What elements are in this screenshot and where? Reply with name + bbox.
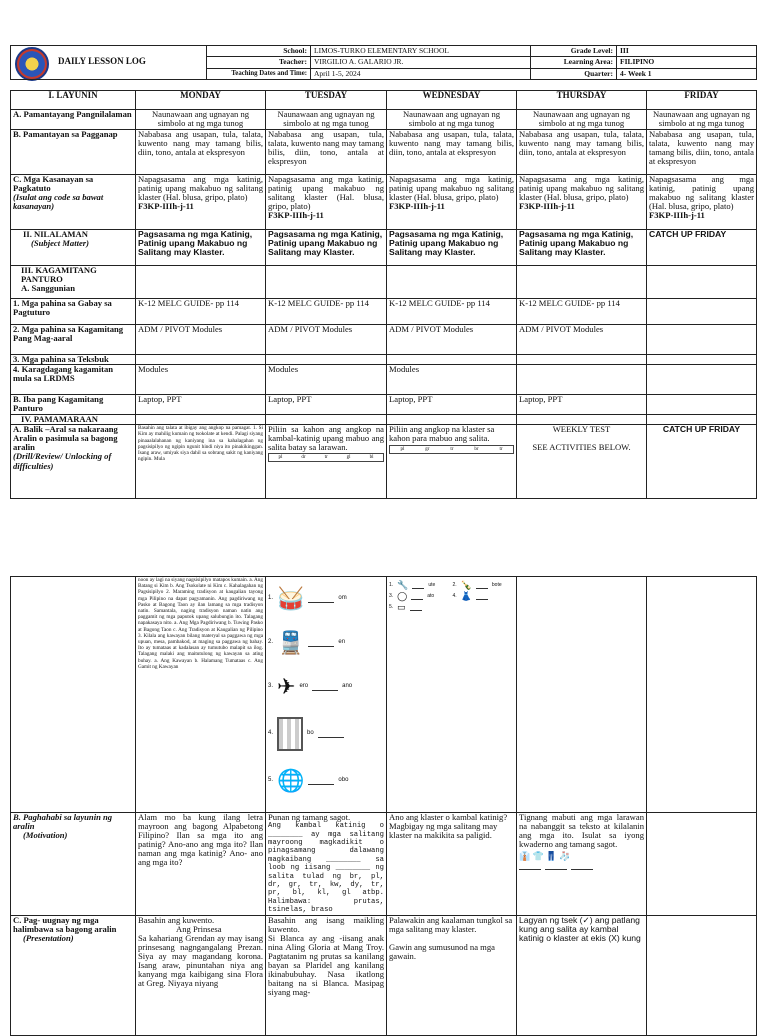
school-value: LIMOS-TURKO ELEMENTARY SCHOOL (311, 46, 531, 57)
kagamitan-tue (266, 266, 387, 299)
carpet-icon: ▭ (397, 602, 406, 613)
item-num: 3. (389, 593, 394, 600)
choice: br (474, 447, 479, 453)
wed-item-4 (453, 592, 515, 601)
balik-label (11, 425, 136, 499)
wed-item-2 (453, 581, 515, 590)
day-monday: MONDAY (136, 91, 266, 110)
pagganap-thu: Nababasa ang usapan, tula, talata, kuwento nang may tamang bilis, diin, tono, antala at ekspresyon (517, 130, 647, 175)
item-suffix: obo (338, 777, 349, 784)
paguugnay-title: C. Pag- uugnay ng mga halimbawa sa bagong aralin (13, 915, 117, 934)
iba-label: B. Iba pang Kagamitang Panturo (11, 395, 136, 415)
nilalaman-mon: Pagsasama ng mga Katinig, Patinig upang Makabuo ng Salitang may Klaster. (136, 230, 266, 266)
choice: tr (499, 447, 503, 453)
balik-sub: (Drill/Review/ Unlocking of difficulties) (13, 451, 112, 471)
bottle-icon: 🍾 (460, 580, 472, 590)
magaaral-thu: ADM / PIVOT Modules (517, 325, 647, 355)
kasanayan-text: Napagsasama ang mga katinig, patinig upang makabuo ng salitang klaster (Hal. blusa, gripo, plato) (519, 174, 644, 203)
wed-item-3 (389, 592, 451, 601)
wed-item-5 (389, 603, 451, 612)
magaaral-tue: ADM / PIVOT Modules (266, 325, 387, 355)
pagganap-tue: Nababasa ang usapan, tula, talata, kuwento nang may tamang bilis, diin, tono, antala at ekspresyon (266, 130, 387, 175)
paguugnay-fri (647, 915, 757, 1035)
iba-thu: Laptop, PPT (517, 395, 647, 415)
cont-tue (266, 577, 387, 813)
iba-wed: Laptop, PPT (387, 395, 517, 415)
wed-item-1 (389, 581, 451, 590)
gabay-label: 1. Mga pahina sa Gabay sa Pagtuturo (11, 299, 136, 325)
kagamitan-label (11, 266, 136, 299)
item-num: 4. (268, 730, 274, 737)
see-activities: SEE ACTIVITIES BELOW. (532, 442, 631, 453)
paghahabi-thu (517, 813, 647, 916)
gabay-mon: K-12 MELC GUIDE- pp 114 (136, 299, 266, 325)
item-suffix: ano (342, 683, 353, 690)
pagganap-fri: Nababasa ang usapan, tula, talata, kuwento nang may tamang bilis, diin, tono, antala at ekspresyon (647, 130, 757, 175)
item-suffix: ato (427, 593, 435, 600)
pagganap-mon: Nababasa ang usapan, tula, talata, kuwento nang may tamang bilis, diin, tono, antala at ekspresyon (136, 130, 266, 175)
gabay-thu: K-12 MELC GUIDE- pp 114 (517, 299, 647, 325)
kasanayan-mon (136, 175, 266, 230)
paguugnay-mon (136, 915, 266, 1035)
balik-tue (266, 425, 387, 499)
nilalaman-wed: Pagsasama ng mga Katinig, Patinig upang Makabuo ng Salitang may Klaster. (387, 230, 517, 266)
logo-cell (11, 46, 207, 80)
teksbuk-wed (387, 355, 517, 365)
tue-c-instruction: Basahin ang isang maikling kuwento. (268, 915, 384, 934)
balik-tue-text: Piliin sa kahon ang angkop na kambal-katinig upang mabuo ang salita batay sa larawan. (268, 424, 384, 453)
item-num: 1. (268, 595, 274, 602)
karagdagan-wed: Modules (387, 365, 517, 395)
mon-c-text: Sa kahariang Grendan ay may isang prinsesang nagngangalang Prezan. Siya ay may magandang korona. Isang araw, pinuntahan niya ang kanyang mga kaibigang sina Flora at Greg. Niyaya niyang (138, 932, 263, 989)
gabay-fri (647, 299, 757, 325)
choice: dr (301, 455, 306, 461)
choice-box (268, 453, 384, 462)
item-suffix: bote (491, 582, 502, 588)
kasanayan-tue (266, 175, 387, 230)
karagdagan-mon: Modules (136, 365, 266, 395)
train-icon: 🚆 (277, 630, 305, 656)
magaaral-wed: ADM / PIVOT Modules (387, 325, 517, 355)
tue-b-instruction: Punan ng tamang sagot. (268, 812, 351, 822)
pamamaraan-label: IV. PAMAMARAAN (11, 415, 136, 425)
pamamaraan-tue (266, 415, 387, 425)
sanggunian-label: A. Sanggunian (21, 283, 75, 294)
teacher-label: Teacher: (207, 57, 311, 68)
item-suffix: en (338, 639, 346, 646)
pamantayang-fri: Naunawaan ang ugnayan ng simbolo at ng mga tunog (647, 110, 757, 130)
iba-fri (647, 395, 757, 415)
weekly-test: WEEKLY TEST (552, 424, 611, 435)
kagamitan-thu (517, 266, 647, 299)
pamantayang-wed: Naunawaan ang ugnayan ng simbolo at ng mga tunog (387, 110, 517, 130)
paguugnay-sub: (Presentation) (23, 932, 74, 943)
paghahabi-sub: (Motivation) (23, 830, 68, 841)
karagdagan-label: 4. Karagdagang kagamitan mula sa LRDMS (11, 365, 136, 395)
kasanayan-text: Napagsasama ang mga katinig, patinig upang makabuo ng salitang klaster (Hal. blusa, gripo, plato) (389, 174, 514, 203)
layunin-heading: I. LAYUNIN (11, 91, 136, 110)
magaaral-mon: ADM / PIVOT Modules (136, 325, 266, 355)
kagamitan-mon (136, 266, 266, 299)
kasanayan-thu (517, 175, 647, 230)
wed-c-text-1: Palawakin ang kaalaman tungkol sa mga salitang may klaster. (389, 915, 513, 934)
teksbuk-tue (266, 355, 387, 365)
magaaral-fri (647, 325, 757, 355)
tue-c-text: Si Blanca ay ang -iisang anak nina Aling Gloria at Mang Troy. Pagtatanim ng prutas sa kanilang bayan sa Plaridel ang kanilang ikinabubuhay. Nasa ikatlong baitang na si Blanca. Masipag siyang mag- (268, 932, 384, 998)
item-num: 5. (268, 777, 274, 784)
day-tuesday: TUESDAY (266, 91, 387, 110)
dates-value: April 1-5, 2024 (311, 68, 531, 79)
kasanayan-sub: (Isulat ang code sa bawat kasanayan) (13, 192, 104, 212)
cont-label (11, 577, 136, 813)
kasanayan-text: Napagsasama ang mga katinig, patinig upang makabuo ng salitang klaster (Hal. blusa, gripo, plato) (138, 174, 263, 203)
item-num: 2. (452, 582, 457, 588)
balik-thu (517, 425, 647, 499)
quarter-label: Quarter: (531, 68, 617, 79)
teksbuk-mon (136, 355, 266, 365)
pagganap-wed: Nababasa ang usapan, tula, talata, kuwento nang may tamang bilis, diin, tono, antala at ekspresyon (387, 130, 517, 175)
nilalaman-label (11, 230, 136, 266)
iba-mon: Laptop, PPT (136, 395, 266, 415)
balik-title: A. Balik –Aral sa nakaraang Aralin o pasimula sa bagong aralin (13, 424, 118, 453)
magaaral-label: 2. Mga pahina sa Kagamitang Pang Mag-aaral (11, 325, 136, 355)
lesson-table-page2 (10, 576, 757, 1036)
paguugnay-tue (266, 915, 387, 1035)
teksbuk-fri (647, 355, 757, 365)
item-1 (268, 577, 384, 621)
grade-label: Grade Level: (531, 46, 617, 57)
item-prefix: bo (307, 730, 314, 737)
globe-icon: 🌐 (277, 768, 305, 794)
day-wednesday: WEDNESDAY (387, 91, 517, 110)
mon-c-instruction: Basahin ang kuwento. (138, 915, 215, 925)
paghahabi-wed: Ano ang klaster o kambal katinig? Magbigay ng mga salitang may klaster na makikita sa paligid. (387, 813, 517, 916)
nilalaman-tue: Pagsasama ng mga Katinig, Patinig upang Makabuo ng Salitang may Klaster. (266, 230, 387, 266)
dates-label: Teaching Dates and Time: (207, 68, 311, 79)
paghahabi-mon: Alam mo ba kung ilang letra mayroon ang bagong Alpabetong Filipino? Ilan sa mga ito ang patinig? Ano-ano ang mga ito? Ilan naman ang mga katinig? Ano- ano ang mga ito? (136, 813, 266, 916)
kasanayan-text: Napagsasama ang mga katinig, patinig upang makabuo ng salitang klaster (Hal. blusa, gripo, plato) (268, 174, 384, 212)
day-friday: FRIDAY (647, 91, 757, 110)
item-suffix: om (338, 595, 347, 602)
kasanayan-code: F3KP-IIIh-j-11 (389, 201, 445, 212)
teksbuk-label: 3. Mga pahina sa Teksbuk (11, 355, 136, 365)
nilalaman-sub: (Subject Matter) (31, 238, 90, 249)
kagamitan-wed (387, 266, 517, 299)
nilalaman-thu: Pagsasama ng mga Katinig, Patinig upang Makabuo ng Salitang may Klaster. (517, 230, 647, 266)
item-num: 1. (389, 582, 394, 588)
pagganap-label: B. Pamantayan sa Pagganap (11, 130, 136, 175)
answer-blanks (519, 863, 644, 870)
drill-icon: 🔧 (397, 580, 409, 590)
balik-mon: Basahin ang talata at ibigay ang angkop na pamagat. 1. Si Kim ay mahilig kumain ng tsokolate at kendi. Palagi siyang pinaaalalahanan ng kaniyang ina sa kahalagahan ng pagsisipilyo ng ngipin ngunit hindi niya ito pinakikinggan. Isang araw, umiyak siya dahil sa sobrang sakit ng kaniyang ngipin. Mula (136, 425, 266, 499)
day-thursday: THURSDAY (517, 91, 647, 110)
pamantayang-mon: Naunawaan ang ugnayan ng simbolo at ng mga tunog (136, 110, 266, 130)
kasanayan-label (11, 175, 136, 230)
clothes-pictures-icon: 👔 👕 👖 🧦 (519, 851, 571, 862)
karagdagan-tue: Modules (266, 365, 387, 395)
kasanayan-code: F3KP-IIIh-j-11 (268, 210, 324, 221)
pamantayang-label: A. Pamantayang Pangnilalaman (11, 110, 136, 130)
pamantayang-thu: Naunawaan ang ugnayan ng simbolo at ng mga tunog (517, 110, 647, 130)
kasanayan-wed (387, 175, 517, 230)
paguugnay-label (11, 915, 136, 1035)
choice: tr (324, 455, 328, 461)
nilalaman-title: II. NILALAMAN (23, 229, 88, 239)
nilalaman-fri: CATCH UP FRIDAY (647, 230, 757, 266)
karagdagan-thu (517, 365, 647, 395)
paguugnay-wed (387, 915, 517, 1035)
mon-c-title: Ang Prinsesa (176, 923, 222, 934)
gabay-tue: K-12 MELC GUIDE- pp 114 (266, 299, 387, 325)
cont-fri (647, 577, 757, 813)
wed-items (389, 577, 514, 612)
choice: pl (400, 447, 405, 453)
cont-thu (517, 577, 647, 813)
item-2 (268, 621, 384, 665)
balik-wed (387, 425, 517, 499)
kagamitan-title: III. KAGAMITANG PANTURO (21, 265, 97, 285)
airplane-icon: ✈ (277, 674, 296, 700)
kasanayan-code: F3KP-IIIh-j-11 (519, 201, 575, 212)
school-label: School: (207, 46, 311, 57)
choice: tr (450, 447, 454, 453)
paguugnay-thu: Lagyan ng tsek (✓) ang patlang kung ang salita ay kambal katinig o klaster at ekis (X) kung (517, 915, 647, 1035)
kasanayan-code: F3KP-IIIh-j-11 (138, 201, 194, 212)
gabay-wed: K-12 MELC GUIDE- pp 114 (387, 299, 517, 325)
paghahabi-tue (266, 813, 387, 916)
drum-icon: 🥁 (277, 586, 305, 612)
pamamaraan-wed (387, 415, 517, 425)
cont-wed (387, 577, 517, 813)
teksbuk-thu (517, 355, 647, 365)
kasanayan-text: Napagsasama ang mga katinig, patinig upang makabuo ng salitang klaster (Hal. blusa, gripo, plato) (649, 174, 754, 212)
grade-value: III (617, 46, 757, 57)
paghahabi-title: B. Paghahabi sa layunin ng aralin (13, 812, 113, 832)
teacher-value: VIRGILIO A. GALARIO JR. (311, 57, 531, 68)
choice-box (389, 445, 514, 454)
pamamaraan-fri (647, 415, 757, 425)
kasanayan-title: C. Mga Kasanayan sa Pagkatuto (13, 174, 94, 194)
choice: bl (369, 455, 374, 461)
item-5 (268, 759, 384, 803)
balik-fri: CATCH UP FRIDAY (647, 425, 757, 499)
iba-tue: Laptop, PPT (266, 395, 387, 415)
quarter-value: 4- Week 1 (617, 68, 757, 79)
paghahabi-label (11, 813, 136, 916)
page-title: DAILY LESSON LOG (58, 56, 146, 66)
item-num: 5. (389, 604, 394, 611)
kagamitan-fri (647, 266, 757, 299)
area-value: FILIPINO (617, 57, 757, 68)
item-num: 2. (268, 639, 274, 646)
area-label: Learning Area: (531, 57, 617, 68)
thu-b-text: Tignang mabuti ang mga larawan na nabanggit sa teksto at kilalanin ang mga ito. Isulat sa iyong kwaderno ang tamang sagot. (519, 812, 644, 850)
window-icon (277, 717, 303, 751)
karagdagan-fri (647, 365, 757, 395)
paghahabi-fri (647, 813, 757, 916)
kasanayan-fri (647, 175, 757, 230)
item-num: 3. (268, 683, 274, 690)
item-3 (268, 665, 384, 709)
pamamaraan-thu (517, 415, 647, 425)
pamantayang-tue: Naunawaan ang ugnayan ng simbolo at ng mga tunog (266, 110, 387, 130)
gown-icon: 👗 (460, 591, 472, 602)
choice: gl (346, 455, 351, 461)
kasanayan-code: F3KP-IIIh-j-11 (649, 210, 705, 221)
tue-b-text: Ang kambal katinig o ________ ay mga salitang mayroong magkadikit o pinagsamang dalawang magkaibang ________ sa loob ng iisang ________ ng salita tulad ng br, pl, dr, gr, tr, kw, dy, tr, pr, bl, kl, gl atbp. Halimbawa: prutas, tsinelas, braso (268, 822, 384, 915)
pamamaraan-mon (136, 415, 266, 425)
wed-c-text-2: Gawin ang sumusunod na mga gawain. (389, 941, 495, 961)
lesson-table-page1 (10, 90, 757, 499)
choice: pl (278, 455, 283, 461)
item-prefix: ero (299, 683, 309, 690)
choice: gr (425, 447, 430, 453)
header-table (10, 45, 757, 80)
plate-icon: ◯ (397, 591, 408, 602)
cont-mon: noon ay lagi na siyang nagsisipilyo matapos kumain. a. Ang Batang si Kim b. Ang Tsokolate ni Kim c. Kahalagahan ng Pagsisipilyo 2. Maraming tradisyon at kaugalian tayong mga Pilipino na dapat pagyamanin. Ang pagdiriwang ng Pasko at Bagong Taon ay ilan lamang sa mga tradisyon natin. Samantala, naging tradisyon naman natin ang paggamit ng mga paputok upang salubungin ito. Talagang napakasaya nito. a. Ang Mga Pagdiriwang b. Tuwing Pasko at Bagong Taon c. Ang Tradisyon at Kaugalian ng Pilipino 3. Kilala ang kawayan bilang materyal sa paggawa ng mga upuan, mesa, pambakod, at maging sa paggawa ng bahay. Ito ay tumataas at kadalasan ay tumutubo malapit sa ilog. Talagang malaki ang maitutulong ng kawayan sa ating buhay. a. Ang Kawayan b. Halamang Tumataas c. Ang Gamit ng Kawayan (136, 577, 266, 813)
balik-wed-text: Piliin ang angkop na klaster sa kahon para mabuo ang salita. (389, 424, 495, 444)
item-suffix: ute (428, 582, 436, 588)
item-num: 4. (452, 593, 457, 600)
item-4 (268, 709, 384, 759)
